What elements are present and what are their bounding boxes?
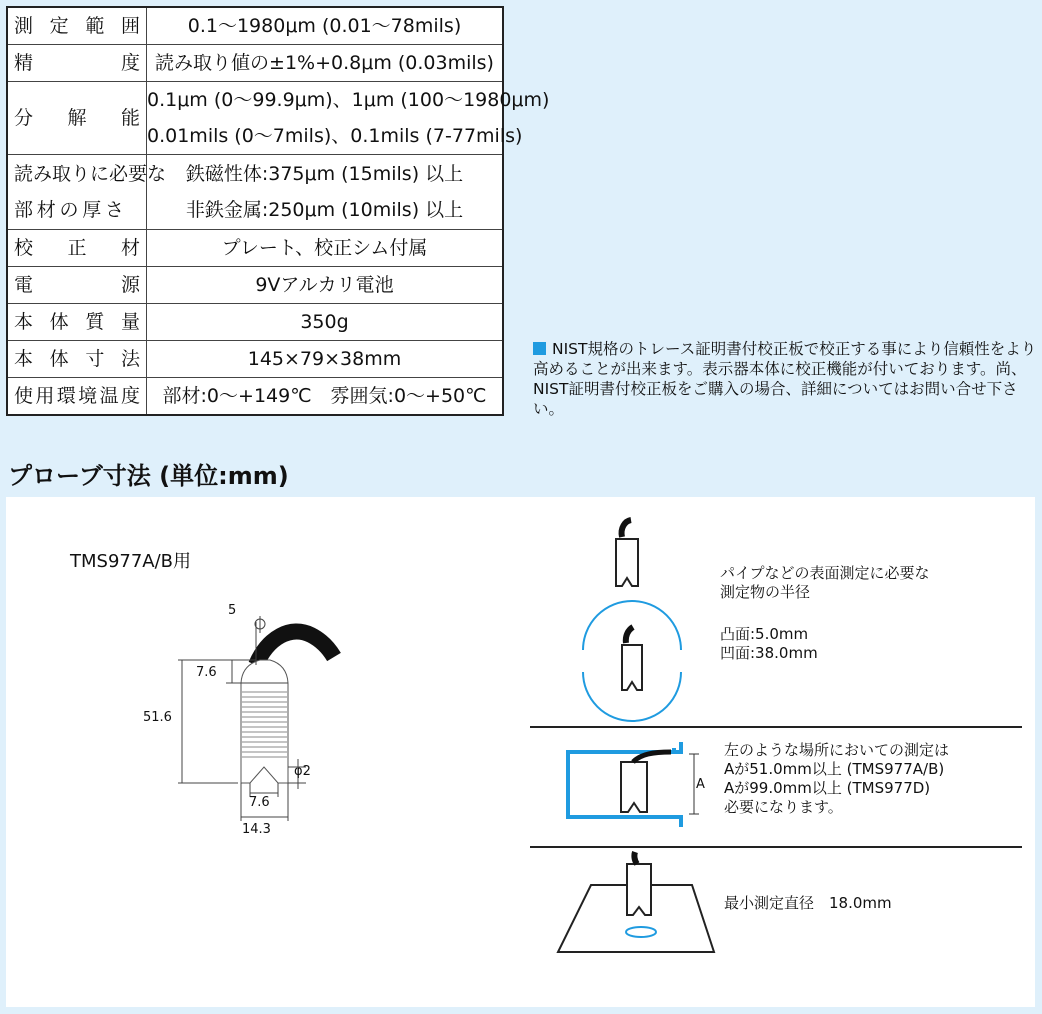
concave-radius: 凹面:38.0mm (720, 644, 818, 662)
spec-label (7, 7, 147, 45)
label-char: 囲 (120, 15, 140, 37)
spec-row-thickness (7, 155, 503, 230)
label-char: 寸 (85, 348, 105, 370)
label-char: 境 (78, 385, 98, 407)
label-char: 温 (99, 385, 119, 407)
label-char: 範 (85, 15, 105, 37)
dim-height: 51.6 (143, 710, 172, 725)
label-char: 校 (14, 237, 34, 259)
calibration-note (533, 339, 1038, 419)
label-char: 環 (56, 385, 76, 407)
spec-label (7, 304, 147, 341)
dim-tip: φ2 (294, 764, 311, 779)
label-char: 源 (120, 274, 140, 296)
label-char: 分 (14, 107, 34, 129)
label-char: 正 (67, 237, 87, 259)
label-char: 用 (35, 385, 55, 407)
pocket-caption-line: Aが51.0mm以上 (TMS977A/B) (724, 760, 945, 778)
probe-dimension-panel (6, 497, 1035, 1007)
spec-value-line: 0.01mils (0〜7mils)、0.1mils (7-77mils) (147, 125, 523, 147)
spec-row-weight (7, 304, 503, 341)
label-char: 法 (120, 348, 140, 370)
label-char: さ (104, 199, 124, 221)
radius-caption-line: パイプなどの表面測定に必要な (720, 564, 930, 582)
label-char: 材 (120, 237, 140, 259)
spec-value: 145×79×38mm (147, 341, 504, 378)
radius-values (720, 625, 818, 663)
spec-label-text (14, 304, 146, 340)
dim-top: 7.6 (196, 665, 217, 680)
label-char: 電 (14, 274, 34, 296)
label-char: 測 (14, 15, 34, 37)
label-char: 使 (14, 385, 34, 407)
spec-label-line (14, 192, 130, 228)
label-char: 本 (14, 311, 34, 333)
section-title: プローブ寸法 (単位:mm) (8, 462, 289, 490)
spec-value: プレート、校正シム付属 (147, 230, 504, 267)
pocket-caption-line: Aが99.0mm以上 (TMS977D) (724, 779, 931, 797)
spec-label (7, 45, 147, 82)
label-char: 材 (36, 199, 56, 221)
divider (530, 846, 1022, 848)
spec-row-range (7, 7, 503, 45)
label-char: 精 (14, 52, 34, 74)
spec-label-text (14, 45, 146, 81)
spec-value: 0.1〜1980μm (0.01〜78mils) (147, 7, 504, 45)
radius-caption-line: 測定物の半径 (720, 583, 811, 601)
label-char: 度 (120, 52, 140, 74)
label-char: 本 (14, 348, 34, 370)
label-char: 厚 (82, 199, 102, 221)
spec-label-text (14, 341, 146, 377)
probe-model-label: TMS977A/B用 (70, 551, 192, 572)
spec-row-size (7, 341, 503, 378)
divider (530, 726, 1022, 728)
pipe-radius-drawing (576, 512, 716, 722)
spec-row-resolution (7, 82, 503, 155)
spec-value (147, 82, 550, 155)
label-char: の (59, 199, 79, 221)
label-char: 部 (14, 199, 34, 221)
dim-bottom-inner: 7.6 (249, 795, 270, 810)
pocket-caption-line: 必要になります。 (724, 798, 843, 816)
clearance-label-a: A (696, 777, 705, 792)
spec-value (147, 155, 504, 230)
convex-radius: 凸面:5.0mm (720, 625, 809, 643)
pocket-caption (724, 741, 949, 817)
spec-label-line: 読み取りに必要な (14, 163, 167, 185)
dim-cable: 5 (228, 603, 237, 618)
spec-value-line: 鉄磁性体:375μm (15mils) 以上 (185, 163, 464, 185)
spec-value: 9Vアルカリ電池 (147, 267, 504, 304)
note-text: NIST規格のトレース証明書付校正板で校正する事により信頼性をより高めることが出来ます。表示器本体に校正機能が付いております。尚、NIST証明書付校正板をご購入の場合、詳細についてはお問い合せ下さい。 (533, 340, 1037, 418)
pocket-caption-line: 左のような場所においての測定は (724, 741, 950, 759)
spec-row-power (7, 267, 503, 304)
spec-row-temperature (7, 378, 503, 416)
label-char: 度 (120, 385, 140, 407)
label-char: 体 (49, 348, 69, 370)
bullet-square-icon (533, 342, 546, 355)
spec-label-text (14, 267, 146, 303)
spec-label (7, 230, 147, 267)
spec-label (7, 155, 167, 230)
dim-bottom-outer: 14.3 (242, 822, 271, 837)
label-char: 解 (67, 107, 87, 129)
spec-label (7, 378, 147, 416)
spec-label (7, 82, 147, 155)
spec-value-line: 0.1μm (0〜99.9μm)、1μm (100〜1980μm) (147, 89, 550, 111)
probe-drawing (6, 497, 366, 857)
spec-table (6, 6, 550, 416)
pocket-clearance-drawing (561, 742, 731, 832)
spec-value: 読み取り値の±1%+0.8μm (0.03mils) (147, 45, 504, 82)
min-diameter-drawing (554, 852, 724, 962)
spec-row-calibration (7, 230, 503, 267)
min-diameter-caption: 最小測定直径 18.0mm (724, 894, 892, 912)
label-char: 体 (49, 311, 69, 333)
spec-label-text (14, 100, 146, 136)
radius-caption (720, 564, 930, 602)
label-char: 質 (85, 311, 105, 333)
spec-label (7, 341, 147, 378)
spec-value: 350g (147, 304, 504, 341)
label-char: 量 (120, 311, 140, 333)
label-char: 能 (120, 107, 140, 129)
label-char: 定 (49, 15, 69, 37)
spec-value-line: 非鉄金属:250μm (10mils) 以上 (185, 199, 464, 221)
spec-value: 部材:0〜+149℃ 雰囲気:0〜+50℃ (147, 378, 504, 416)
spec-label-text (14, 8, 146, 44)
spec-label (7, 267, 147, 304)
spec-label-text (14, 230, 146, 266)
spec-row-accuracy (7, 45, 503, 82)
spec-label-text (14, 378, 146, 414)
